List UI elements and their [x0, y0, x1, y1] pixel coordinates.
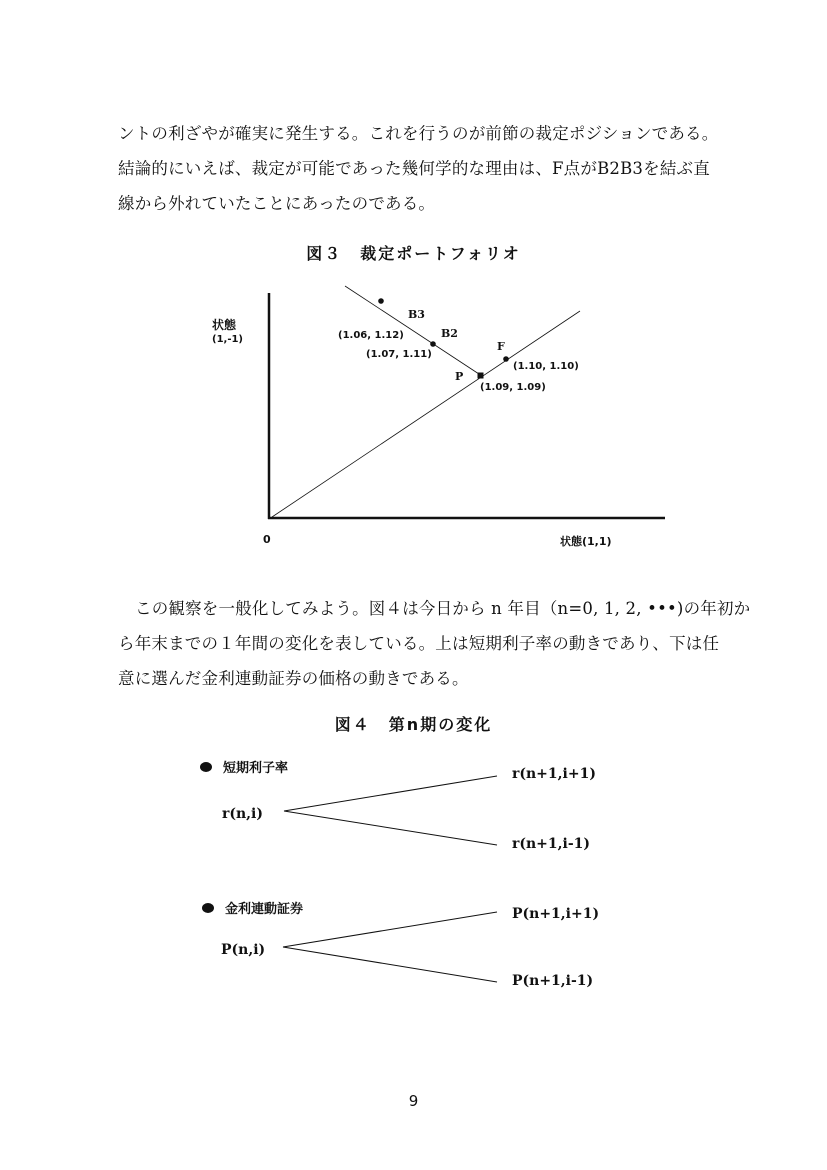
text-line: 意に選んだ金利連動証券の価格の動きである。	[118, 669, 469, 688]
point-f-label: F	[497, 340, 505, 353]
text-line: ントの利ざやが確実に発生する。これを行うのが前節の裁定ポジションである。	[118, 124, 719, 143]
y-axis-label-coord: (1,-1)	[212, 334, 244, 345]
text-line: 線から外れていたことにあったのである。	[118, 194, 436, 213]
page-number: 9	[408, 1092, 419, 1110]
bullet-icon	[200, 762, 212, 772]
point-p-label: P	[455, 370, 464, 383]
text-line: 結論的にいえば、裁定が可能であった幾何学的な理由は、F点がB2B3を結ぶ直	[118, 159, 710, 178]
point-b2-coord: (1.07, 1.11)	[366, 349, 432, 360]
figure-3-title: 図３ 裁定ポートフォリオ	[306, 244, 521, 263]
rate-tree-down-branch	[284, 811, 497, 845]
bullet-icon	[202, 903, 214, 913]
rate-tree-label: 短期利子率	[223, 761, 289, 776]
y-axis-label: 状態	[212, 318, 237, 332]
figure-4-title: 図４ 第n期の変化	[334, 715, 493, 734]
point-b3-label: B3	[408, 308, 425, 321]
origin-label: 0	[263, 533, 271, 546]
rate-tree-down-node: r(n+1,i-1)	[512, 836, 591, 852]
point-b3-coord: (1.06, 1.12)	[338, 330, 404, 341]
price-tree-label: 金利連動証券	[225, 902, 304, 917]
rate-tree-up-node: r(n+1,i+1)	[512, 766, 596, 782]
rate-tree-root: r(n,i)	[222, 806, 263, 822]
x-axis-label: 状態(1,1)	[560, 535, 612, 548]
text-line: この観察を一般化してみよう。図４は今日から n 年目（n=0, 1, 2, •••)の年初か	[135, 599, 751, 618]
text-line: ら年末までの１年間の変化を表している。上は短期利子率の動きであり、下は任	[118, 634, 720, 653]
price-tree-root: P(n,i)	[221, 942, 266, 958]
point-f-coord: (1.10, 1.10)	[513, 361, 579, 372]
point-p-coord: (1.09, 1.09)	[480, 382, 546, 393]
price-tree-up-node: P(n+1,i+1)	[512, 906, 600, 922]
price-tree-up-branch	[283, 912, 497, 947]
price-tree-down-branch	[283, 947, 497, 982]
rate-tree-up-branch	[284, 776, 497, 811]
price-tree-down-node: P(n+1,i-1)	[512, 973, 594, 989]
point-b2-label: B2	[441, 327, 458, 340]
